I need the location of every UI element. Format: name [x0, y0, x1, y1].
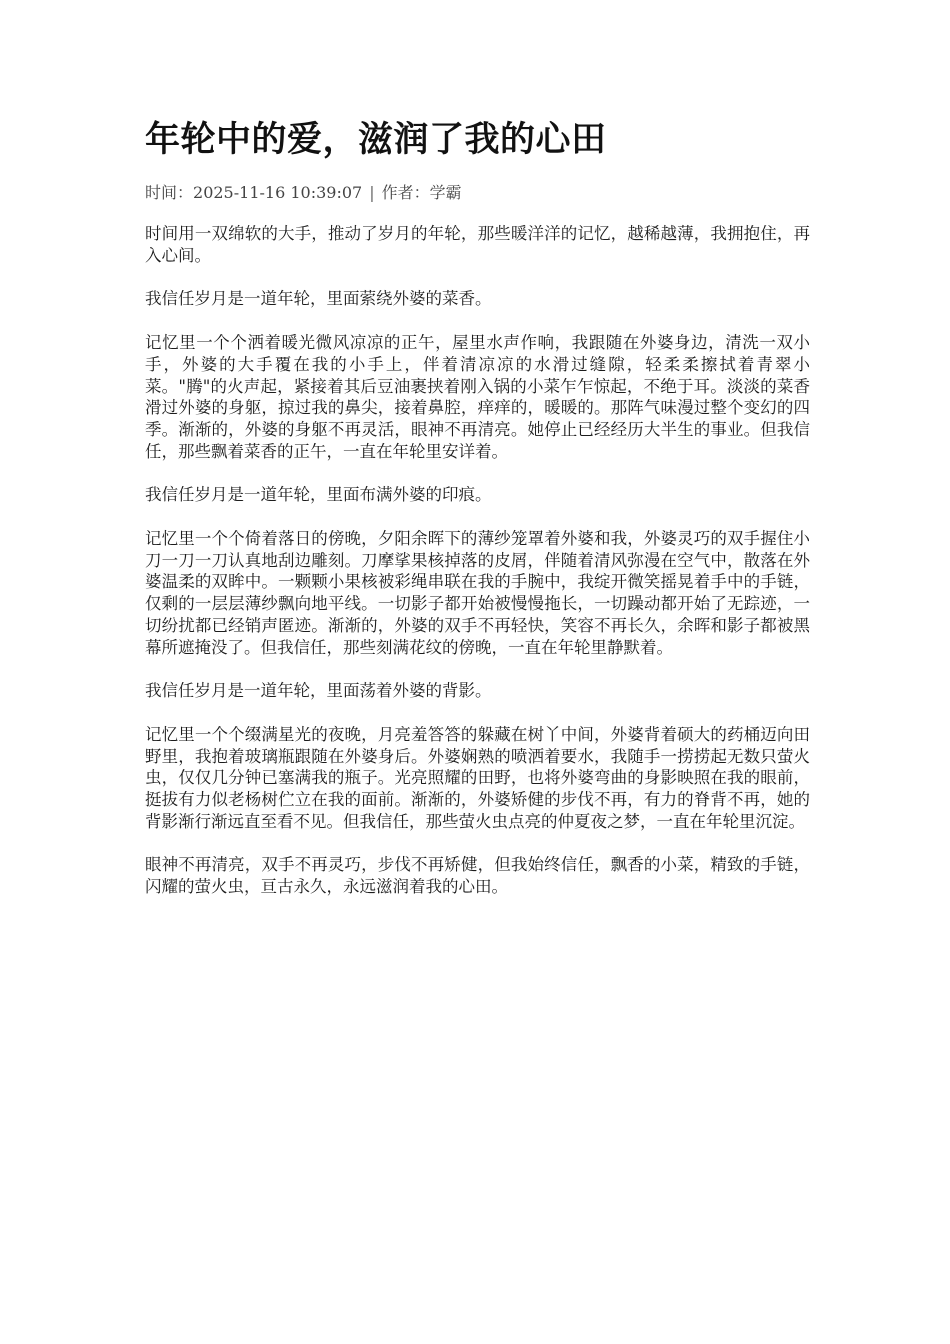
paragraph: 记忆里一个个洒着暖光微风凉凉的正午，屋里水声作响，我跟随在外婆身边，清洗一双小手，外婆的大手覆在我的小手上，伴着清凉凉的水滑过缝隙，轻柔柔擦拭着青翠小菜。"腾"的火声起，紧接着其后豆油裹挟着刚入锅的小菜乍乍惊起，不绝于耳。淡淡的菜香滑过外婆的身躯，掠过我的鼻尖，接着鼻腔，痒痒的，暖暖的。那阵气味漫过整个变幻的四季。渐渐的，外婆的身躯不再灵活，眼神不再清亮。她停止已经经历大半生的事业。但我信任，那些飘着菜香的正午，一直在年轮里安详着。: [145, 333, 810, 461]
paragraph: 我信任岁月是一道年轮，里面荡着外婆的背影。: [145, 681, 492, 701]
meta-separator: |: [369, 183, 375, 202]
paragraph: 记忆里一个个缀满星光的夜晚，月亮羞答答的躲藏在树丫中间，外婆背着硕大的药桶迈向田野里，我抱着玻璃瓶跟随在外婆身后。外婆娴熟的喷洒着要水，我随手一捞捞起无数只萤火虫，仅仅几分钟已塞满我的瓶子。光亮照耀的田野，也将外婆弯曲的身影映照在我的眼前，挺拔有力似老杨树伫立在我的面前。渐渐的，外婆矫健的步伐不再，有力的脊背不再，她的背影渐行渐远直至看不见。但我信任，那些萤火虫点亮的仲夏夜之梦，一直在年轮里沉淀。: [145, 724, 810, 831]
article-title: 年轮中的爱，滋润了我的心田: [145, 120, 607, 160]
publish-time: 2025-11-16 10:39:07: [193, 183, 363, 202]
paragraph: 时间用一双绵软的大手，推动了岁月的年轮，那些暖洋洋的记忆，越稀越薄，我拥抱住，再入心间。: [145, 224, 810, 265]
paragraph: 我信任岁月是一道年轮，里面布满外婆的印痕。: [145, 485, 492, 505]
author-name: 学霸: [429, 183, 462, 202]
paragraph: 记忆里一个个倚着落日的傍晚，夕阳余晖下的薄纱笼罩着外婆和我，外婆灵巧的双手握住小刀一刀一刀认真地刮边雕刻。刀摩挲果核掉落的皮屑，伴随着清风弥漫在空气中，散落在外婆温柔的双眸中。一颗颗小果核被彩绳串联在我的手腕中，我绽开微笑摇晃着手中的手链，仅剩的一层层薄纱飘向地平线。一切影子都开始被慢慢拖长，一切躁动都开始了无踪迹，一切纷扰都已经销声匿迹。渐渐的，外婆的双手不再轻快，笑容不再长久，余晖和影子都被黑幕所遮掩没了。但我信任，那些刻满花纹的傍晚，一直在年轮里静默着。: [145, 529, 810, 657]
time-label: 时间：: [145, 183, 194, 202]
paragraph: 我信任岁月是一道年轮，里面萦绕外婆的菜香。: [145, 289, 492, 309]
author-label: 作者：: [381, 183, 430, 202]
article-meta: [145, 182, 810, 204]
paragraph: 眼神不再清亮，双手不再灵巧，步伐不再矫健，但我始终信任，飘香的小菜，精致的手链，闪耀的萤火虫，亘古永久，永远滋润着我的心田。: [145, 855, 810, 897]
article: [145, 112, 810, 920]
article-body: [145, 223, 810, 898]
